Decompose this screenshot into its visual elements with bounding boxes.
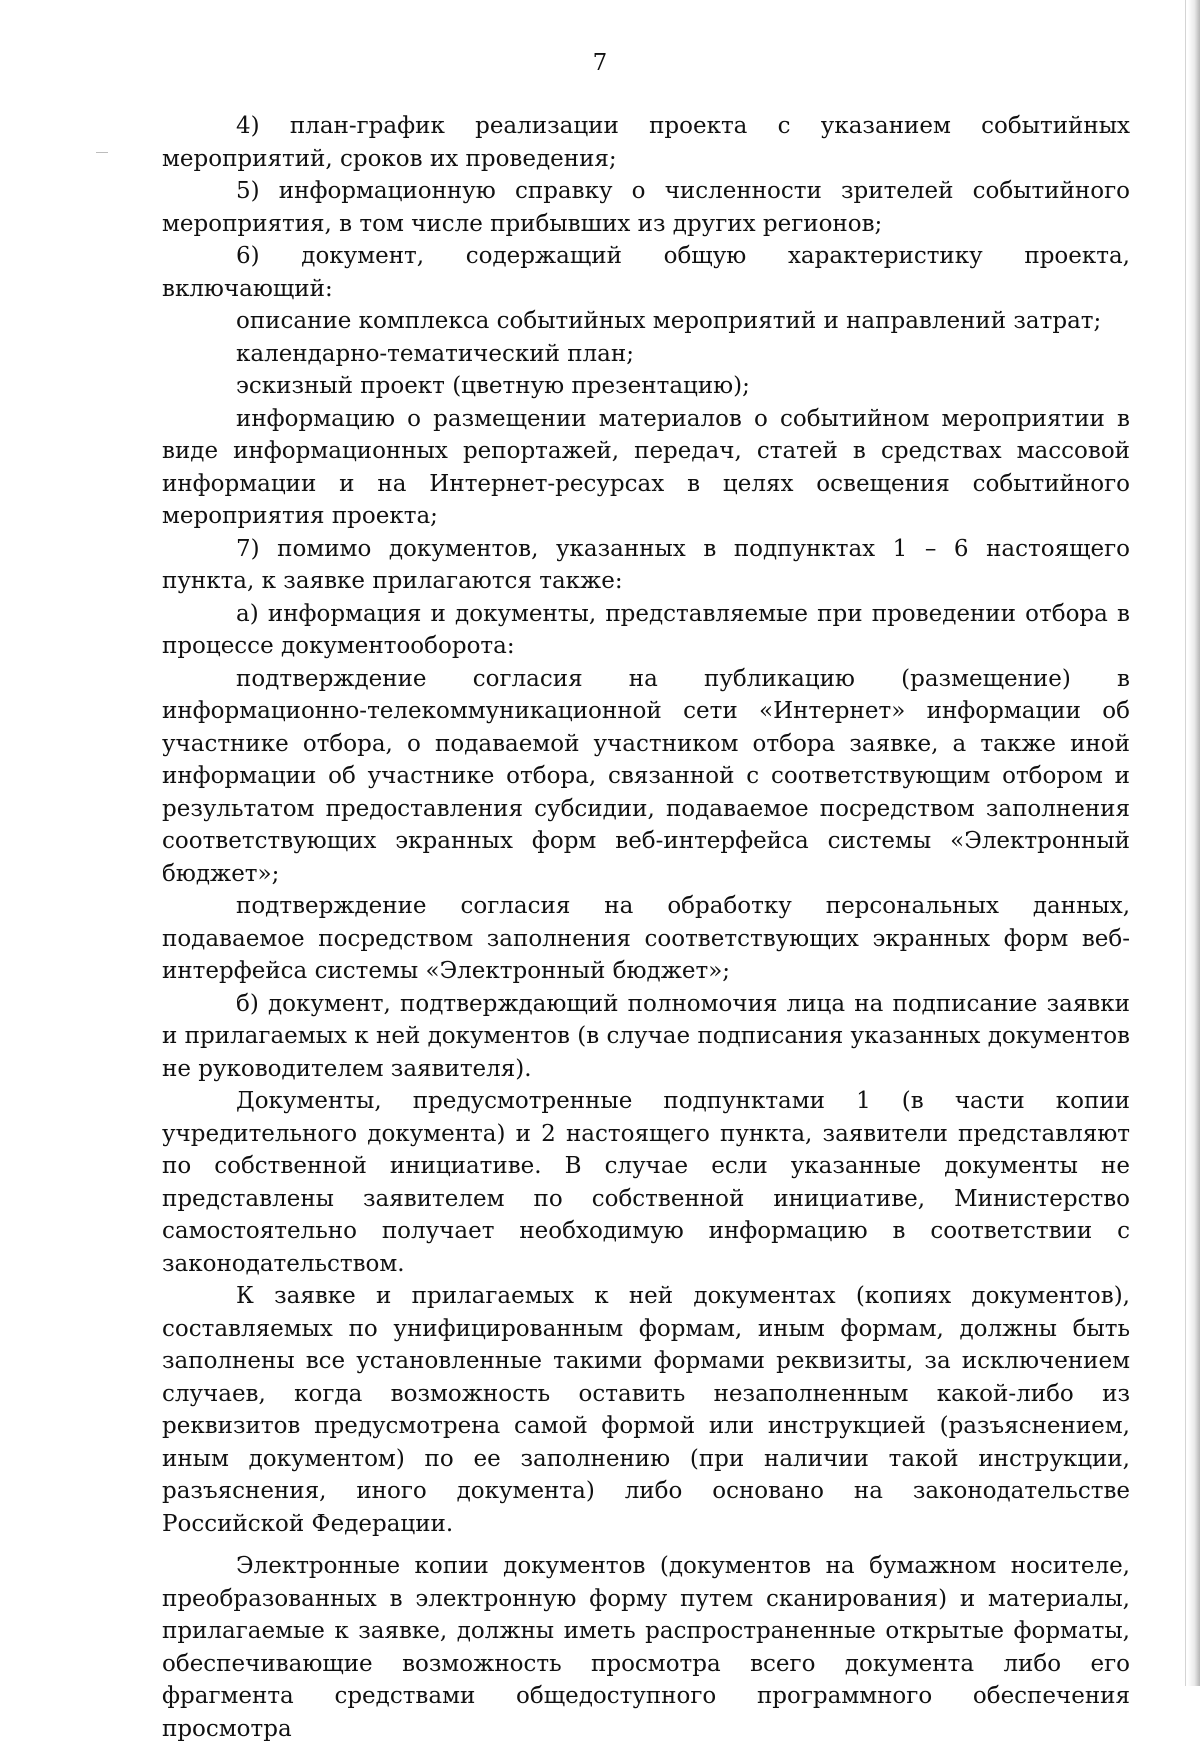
paragraph-item-7a: а) информация и документы, представляемые при проведении отбора в процессе документооборота: [162, 600, 1130, 659]
scan-mark [96, 152, 108, 153]
paragraph-item-7: 7) помимо документов, указанных в подпунктах 1 – 6 настоящего пункта, к заявке прилагаются также: [162, 535, 1130, 594]
paragraph-publication-consent: подтверждение согласия на публикацию (размещение) в информационно-телекоммуникационной сети «Интернет» информации об участнике отбора, о подаваемой участником отбора заявке, а также иной информации об участнике отбора, связанной с соответствующим отбором и результатом предоставления субсидии, подаваемое посредством заполнения соответствующих экранных форм веб-интерфейса системы «Электронный бюджет»; [162, 665, 1130, 887]
scan-edge-shadow [1188, 0, 1200, 1686]
paragraph-electronic-copies: Электронные копии документов (документов на бумажном носителе, преобразованных в электронную форму путем сканирования) и материалы, прилагаемые к заявке, должны иметь распространенные открытые форматы, обеспечивающие возможность просмотра всего документа либо его фрагмента средствами общедоступного программного обеспечения просмотра [162, 1553, 1130, 1742]
scan-edge-line [1185, 0, 1186, 1686]
paragraph-item-6-plan: календарно-тематический план; [236, 340, 634, 367]
page-number: 7 [592, 50, 608, 76]
paragraph-item-6-description: описание комплекса событийных мероприятий и направлений затрат; [236, 308, 1102, 334]
paragraph-item-6-media: информацию о размещении материалов о событийном мероприятии в виде информационных репортажей, передач, статей в средствах массовой информации и на Интернет-ресурсах в целях освещения событийного мероприятия проекта; [162, 405, 1130, 529]
paragraph-personal-data-consent: подтверждение согласия на обработку персональных данных, подаваемое посредством заполнения соответствующих экранных форм веб-интерфейса системы «Электронный бюджет»; [162, 893, 1130, 984]
paragraph-item-6-sketch: эскизный проект (цветную презентацию); [236, 373, 750, 399]
paragraph-item-5: 5) информационную справку о численности зрителей событийного мероприятия, в том числе прибывших из других регионов; [162, 178, 1130, 237]
paragraph-own-initiative: Документы, предусмотренные подпунктами 1 (в части копии учредительного документа) и 2 настоящего пункта, заявители представляют по собственной инициативе. В случае если указанные документы не представлены заявителем по собственной инициативе, Министерство самостоятельно получает необходимую информацию в соответствии с законодательством. [162, 1088, 1130, 1277]
paragraph-item-7b: б) документ, подтверждающий полномочия лица на подписание заявки и прилагаемых к ней документов (в случае подписания указанных документов не руководителем заявителя). [162, 990, 1130, 1082]
document-body [162, 110, 1130, 1745]
paragraph-forms-requisites: К заявке и прилагаемых к ней документах (копиях документов), составляемых по унифицированным формам, иным формам, должны быть заполнены все установленные такими формами реквизиты, за исключением случаев, когда возможность оставить незаполненным какой-либо из реквизитов предусмотрена самой формой или инструкцией (разъяснением, иным документом) по ее заполнению (при наличии такой инструкции, разъяснения, иного документа) либо основано на законодательстве Российской Федерации. [162, 1283, 1130, 1537]
paragraph-item-4: 4) план-график реализации проекта с указанием событийных мероприятий, сроков их проведения; [162, 113, 1130, 172]
paragraph-item-6: 6) документ, содержащий общую характеристику проекта, включающий: [162, 243, 1130, 302]
